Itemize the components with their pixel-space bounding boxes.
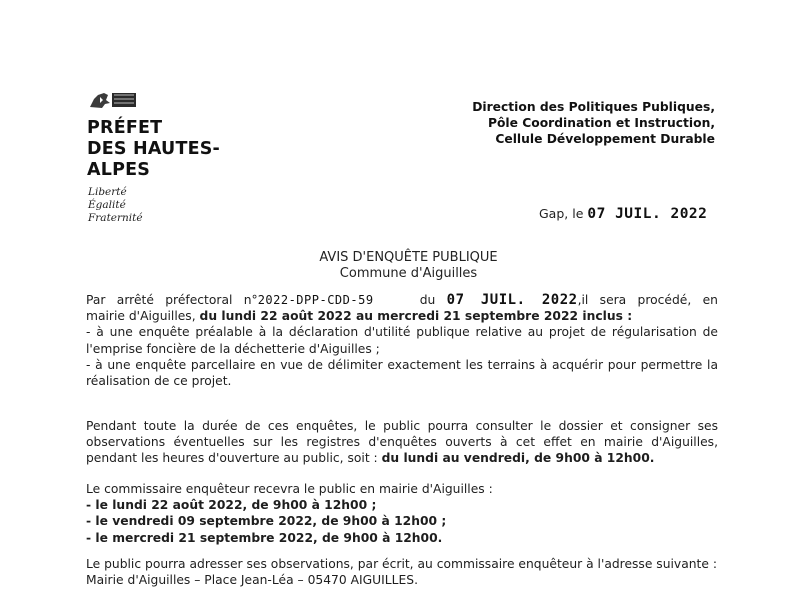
enquete-period: du lundi 22 août 2022 au mercredi 21 septembre 2022 inclus : xyxy=(199,309,633,324)
prefet-title xyxy=(87,118,220,181)
paragraph-arrete xyxy=(86,292,718,389)
date-prefix: Gap, le xyxy=(539,206,584,221)
list-item: - le lundi 22 août 2022, de 9h00 à 12h00 ; xyxy=(86,498,377,513)
list-item: - à une enquête parcellaire en vue de délimiter exactement les terrains à acquérir pour permettre la réalisation de ce projet. xyxy=(86,357,718,389)
arrete-tail: ,il sera procédé, en xyxy=(577,293,718,307)
prefet-line: DES HAUTES- xyxy=(87,139,220,159)
direction-block xyxy=(472,99,715,147)
devise-fraternite: Fraternité xyxy=(88,212,143,224)
mairie-text: mairie d'Aiguilles, xyxy=(86,309,200,324)
list-item: - le vendredi 09 septembre 2022, de 9h00 à 12h00 ; xyxy=(86,514,447,529)
arrete-number-handwritten: 2022-DPP-CDD-59 xyxy=(257,293,374,307)
direction-line: Cellule Développement Durable xyxy=(495,132,715,146)
date-stamp: 07 JUIL. 2022 xyxy=(587,206,708,222)
address-intro: Le public pourra adresser ses observations, par écrit, au commissaire enquêteur à l'adresse suivante : xyxy=(86,557,717,571)
notice-title xyxy=(0,250,791,282)
mairie-dates-line xyxy=(86,308,718,324)
list-item: - à une enquête préalable à la déclaration d'utilité publique relative au projet de régularisation de l'emprise foncière de la déchetterie d'Aiguilles ; xyxy=(86,325,718,356)
address-line: Mairie d'Aiguilles – Place Jean-Léa – 05470 AIGUILLES. xyxy=(86,573,418,588)
permanences-intro: Le commissaire enquêteur recevra le public en mairie d'Aiguilles : xyxy=(86,482,493,496)
consultation-text: Pendant toute la durée de ces enquêtes, le public pourra consulter le dossier et consigner ses observations éventuelles sur les registres d'enquêtes ouverts à cet effet en mairie d'Aiguilles, pendant les heures d'ouverture au public, soit : xyxy=(86,419,718,466)
arrete-intro: Par arrêté préfectoral n° xyxy=(86,293,258,307)
prefet-line: ALPES xyxy=(87,160,151,180)
arrete-line xyxy=(86,292,718,308)
direction-line: Pôle Coordination et Instruction, xyxy=(487,116,715,130)
arrete-du: du xyxy=(419,293,436,307)
marianne-logo-icon xyxy=(88,91,138,109)
paragraph-consultation xyxy=(86,418,718,467)
paragraph-permanences xyxy=(86,481,718,546)
prefet-line: PRÉFET xyxy=(87,118,163,138)
paragraph-address xyxy=(86,556,718,588)
list-item: - le mercredi 21 septembre 2022, de 9h00 à 12h00. xyxy=(86,530,443,545)
devise-egalite: Égalité xyxy=(88,199,126,211)
consultation-hours: du lundi au vendredi, de 9h00 à 12h00. xyxy=(381,451,655,466)
date-line xyxy=(539,206,707,222)
notice-title-main: AVIS D'ENQUÊTE PUBLIQUE xyxy=(319,250,498,265)
notice-title-commune: Commune d'Aiguilles xyxy=(339,266,478,281)
arrete-date-stamp: 07 JUIL. 2022 xyxy=(446,292,578,308)
devise xyxy=(88,186,143,225)
devise-liberte: Liberté xyxy=(88,186,127,198)
direction-line: Direction des Politiques Publiques, xyxy=(472,100,715,114)
